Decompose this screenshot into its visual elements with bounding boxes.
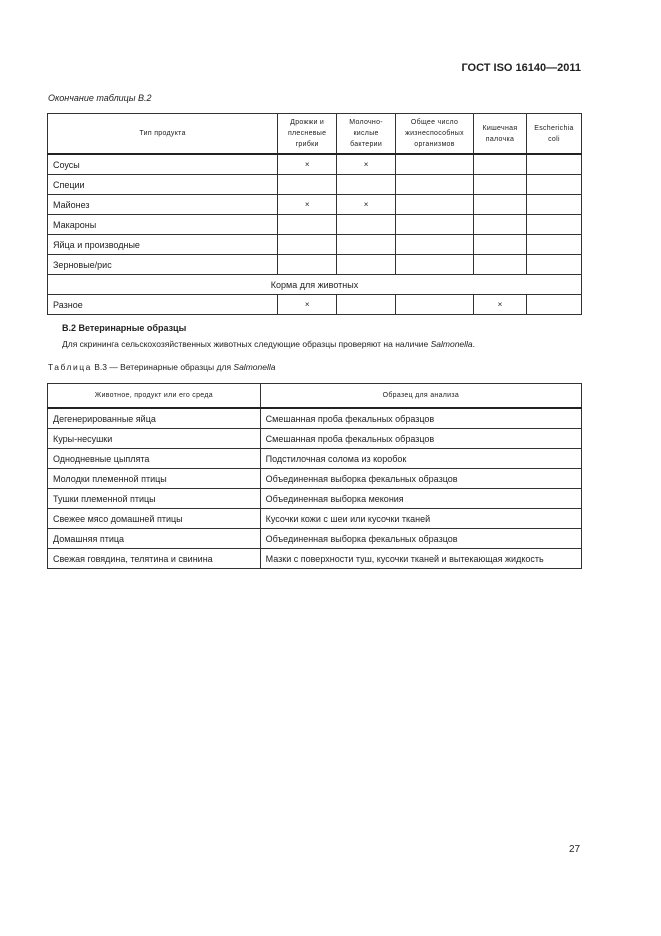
product-name: Разное	[48, 295, 278, 315]
table-row	[48, 449, 582, 469]
mark-cell: ×	[474, 295, 527, 315]
table-row	[48, 408, 582, 429]
table-b2-caption: Окончание таблицы В.2	[48, 93, 152, 103]
mark-cell	[396, 215, 474, 235]
sample-cell: Кусочки кожи с шеи или кусочки тканей	[260, 509, 581, 529]
mark-cell	[474, 255, 527, 275]
caption-mid: В.3 — Ветеринарные образцы для	[91, 362, 234, 372]
table-b3	[47, 383, 582, 569]
animal-cell: Домашняя птица	[48, 529, 261, 549]
paragraph-text: Для скрининга сельскохозяйственных животных следующие образцы проверяют на наличие	[62, 339, 431, 349]
mark-cell	[396, 255, 474, 275]
mark-cell	[396, 195, 474, 215]
animal-cell: Дегенерированные яйца	[48, 408, 261, 429]
table-row	[48, 175, 582, 195]
sample-cell: Объединенная выборка фекальных образцов	[260, 529, 581, 549]
mark-cell	[278, 235, 337, 255]
table-row	[48, 549, 582, 569]
table-b2	[47, 113, 582, 315]
mark-cell	[396, 175, 474, 195]
mark-cell	[526, 215, 581, 235]
table-b2-header: Дрожжи и плесневые грибки	[278, 114, 337, 155]
table-b3-header: Образец для анализа	[260, 384, 581, 409]
mark-cell: ×	[278, 195, 337, 215]
mark-cell	[337, 175, 396, 195]
paragraph-italic: Salmonella	[430, 339, 473, 349]
table-row	[48, 154, 582, 175]
section-heading: В.2 Ветеринарные образцы	[62, 323, 187, 333]
mark-cell	[474, 175, 527, 195]
product-name: Специи	[48, 175, 278, 195]
animal-cell: Тушки племенной птицы	[48, 489, 261, 509]
paragraph-end: .	[472, 339, 476, 349]
mark-cell	[526, 195, 581, 215]
mark-cell	[337, 295, 396, 315]
table-section-row	[48, 275, 582, 295]
table-b2-header: Молочно-кислые бактерии	[337, 114, 396, 155]
mark-cell	[278, 255, 337, 275]
table-b2-header: Тип продукта	[48, 114, 278, 155]
mark-cell	[396, 154, 474, 175]
table-b2-header: Escherichia coli	[526, 114, 581, 155]
mark-cell	[396, 295, 474, 315]
mark-cell	[526, 154, 581, 175]
animal-cell: Свежая говядина, телятина и свинина	[48, 549, 261, 569]
table-b3-caption	[48, 362, 275, 372]
mark-cell	[474, 215, 527, 235]
mark-cell	[474, 154, 527, 175]
mark-cell	[278, 215, 337, 235]
mark-cell	[337, 255, 396, 275]
standard-number: ГОСТ ISO 16140—2011	[461, 62, 581, 74]
mark-cell	[278, 175, 337, 195]
mark-cell	[474, 195, 527, 215]
table-b2-header: Общее число жизнеспособных организмов	[396, 114, 474, 155]
mark-cell: ×	[337, 154, 396, 175]
product-name: Макароны	[48, 215, 278, 235]
mark-cell: ×	[278, 295, 337, 315]
section-paragraph	[62, 339, 475, 349]
product-name: Яйца и производные	[48, 235, 278, 255]
mark-cell	[526, 175, 581, 195]
product-name: Соусы	[48, 154, 278, 175]
sample-cell: Смешанная проба фекальных образцов	[260, 408, 581, 429]
section-label: Корма для животных	[48, 275, 582, 295]
mark-cell	[396, 235, 474, 255]
table-row	[48, 215, 582, 235]
table-b2-header: Кишечная палочка	[474, 114, 527, 155]
table-row	[48, 469, 582, 489]
table-row	[48, 529, 582, 549]
mark-cell	[337, 235, 396, 255]
caption-prefix: Таблица	[48, 362, 92, 372]
table-row	[48, 195, 582, 215]
table-row	[48, 489, 582, 509]
product-name: Зерновые/рис	[48, 255, 278, 275]
sample-cell: Объединенная выборка фекальных образцов	[260, 469, 581, 489]
sample-cell: Объединенная выборка мекония	[260, 489, 581, 509]
page-number: 27	[569, 844, 581, 855]
table-b3-header: Животное, продукт или его среда	[48, 384, 261, 409]
mark-cell	[526, 235, 581, 255]
mark-cell: ×	[337, 195, 396, 215]
table-row	[48, 429, 582, 449]
sample-cell: Мазки с поверхности туш, кусочки тканей и вытекающая жидкость	[260, 549, 581, 569]
sample-cell: Смешанная проба фекальных образцов	[260, 429, 581, 449]
animal-cell: Куры-несушки	[48, 429, 261, 449]
animal-cell: Свежее мясо домашней птицы	[48, 509, 261, 529]
animal-cell: Однодневные цыплята	[48, 449, 261, 469]
mark-cell	[474, 235, 527, 255]
caption-italic: Salmonella	[233, 362, 276, 372]
mark-cell: ×	[278, 154, 337, 175]
table-row	[48, 295, 582, 315]
table-row	[48, 509, 582, 529]
animal-cell: Молодки племенной птицы	[48, 469, 261, 489]
table-row	[48, 255, 582, 275]
table-row	[48, 235, 582, 255]
mark-cell	[526, 295, 581, 315]
mark-cell	[337, 215, 396, 235]
sample-cell: Подстилочная солома из коробок	[260, 449, 581, 469]
product-name: Майонез	[48, 195, 278, 215]
mark-cell	[526, 255, 581, 275]
